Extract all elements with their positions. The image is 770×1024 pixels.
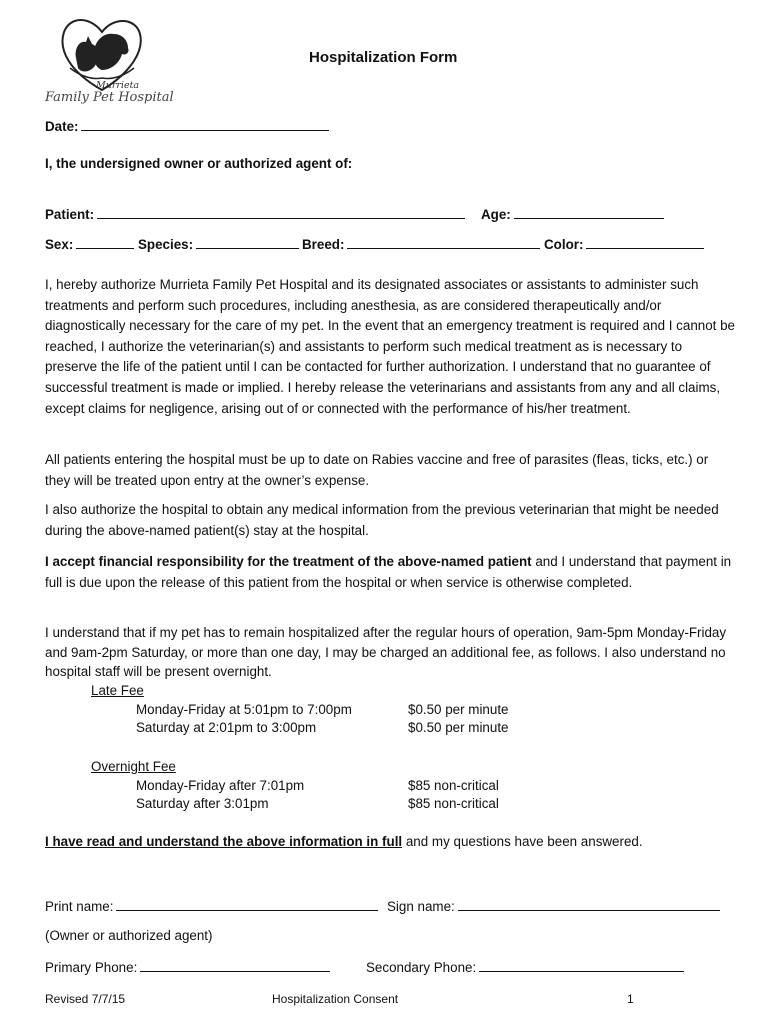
color-label: Color:	[544, 237, 584, 252]
sex-label: Sex:	[45, 237, 74, 252]
logo-text-murrieta: Murrieta	[96, 80, 140, 91]
sign-name-label: Sign name:	[387, 899, 455, 914]
footer-revised: Revised 7/7/15	[45, 992, 126, 1006]
late-fee-price-1: $0.50 per minute	[408, 702, 509, 717]
breed-line[interactable]	[347, 235, 540, 249]
acknowledgement-rest: and my questions have been answered.	[402, 834, 643, 849]
patient-field	[45, 205, 465, 222]
late-fee-title: Late Fee	[91, 683, 144, 698]
patient-line[interactable]	[97, 205, 465, 219]
secondary-phone-label: Secondary Phone:	[366, 960, 477, 975]
breed-field	[302, 235, 540, 252]
hours-paragraph: I understand that if my pet has to remain hospitalized after the regular hours of operation, 9am-5pm Monday-Friday and 9am-2pm Saturday, or more than one day, I may be charged an additional fee, as follows. I also understand no hospital staff will be present overnight.	[45, 625, 727, 679]
overnight-fee-price-1: $85 non-critical	[408, 778, 499, 793]
late-fee-when-2: Saturday at 2:01pm to 3:00pm	[136, 720, 317, 735]
authorization-paragraph: I, hereby authorize Murrieta Family Pet Hospital and its designated associates or assistants to administer such treatments and perform such procedures, including anesthesia, as are considered therapeutically and/or diagnostically necessary for the care of my pet. In the event that an emergency treatment is required and I cannot be reached, I authorize the veterinarian(s) and assistants to perform such medical treatment as is necessary to preserve the life of the patient until I can be contacted for further authorization. I understand that no guarantee of successful treatment is made or implied. I hereby release the veterinarians and assistants from any and all claims, except claims for negligence, arising out of or connected with the performance of his/her treatment.	[45, 277, 736, 416]
breed-label: Breed:	[302, 237, 345, 252]
late-fee-price-2: $0.50 per minute	[408, 720, 509, 735]
intro-text: I, the undersigned owner or authorized agent of:	[45, 156, 353, 171]
owner-note: (Owner or authorized agent)	[45, 928, 213, 943]
color-field	[544, 235, 704, 252]
footer-page-number: 1	[627, 992, 634, 1006]
species-label: Species:	[138, 237, 194, 252]
overnight-fee-price-2: $85 non-critical	[408, 796, 499, 811]
logo-text-hospital: Family Pet Hospital	[45, 90, 174, 105]
late-fee-when-1: Monday-Friday at 5:01pm to 7:00pm	[136, 702, 352, 717]
date-field	[45, 117, 329, 134]
species-line[interactable]	[196, 235, 299, 249]
acknowledgement-text	[45, 834, 643, 849]
acknowledgement-bold: I have read and understand the above information in full	[45, 834, 403, 849]
footer-title: Hospitalization Consent	[272, 992, 399, 1006]
print-name-label: Print name:	[45, 899, 114, 914]
date-line[interactable]	[81, 117, 329, 131]
overnight-fee-when-1: Monday-Friday after 7:01pm	[136, 778, 305, 793]
primary-phone-label: Primary Phone:	[45, 960, 138, 975]
sex-line[interactable]	[76, 235, 134, 249]
patient-label: Patient:	[45, 207, 95, 222]
print-name-line[interactable]	[116, 897, 378, 911]
overnight-fee-when-2: Saturday after 3:01pm	[136, 796, 269, 811]
age-field	[481, 205, 664, 222]
primary-phone-field	[45, 958, 330, 975]
page-title: Hospitalization Form	[309, 49, 458, 66]
financial-paragraph	[45, 552, 735, 593]
print-name-field	[45, 897, 378, 914]
secondary-phone-line[interactable]	[479, 958, 684, 972]
sex-field	[45, 235, 134, 252]
species-field	[138, 235, 299, 252]
sign-name-line[interactable]	[458, 897, 720, 911]
color-line[interactable]	[586, 235, 704, 249]
rabies-paragraph: All patients entering the hospital must be up to date on Rabies vaccine and free of parasites (fleas, ticks, etc.) or they will be treated upon entry at the owner’s expense.	[45, 452, 709, 488]
financial-rest-text: and I understand that payment in full is due upon the release of this patient from the hospital or when service is otherwise completed.	[45, 554, 732, 590]
primary-phone-line[interactable]	[140, 958, 330, 972]
age-line[interactable]	[514, 205, 664, 219]
date-label: Date:	[45, 119, 79, 134]
overnight-fee-title: Overnight Fee	[91, 759, 176, 774]
sign-name-field	[387, 897, 720, 914]
age-label: Age:	[481, 207, 511, 222]
secondary-phone-field	[366, 958, 684, 975]
records-paragraph: I also authorize the hospital to obtain any medical information from the previous veterinarian that might be needed during the above-named patient(s) stay at the hospital.	[45, 502, 719, 538]
financial-bold-text: I accept financial responsibility for the treatment of the above-named patient	[45, 554, 532, 569]
